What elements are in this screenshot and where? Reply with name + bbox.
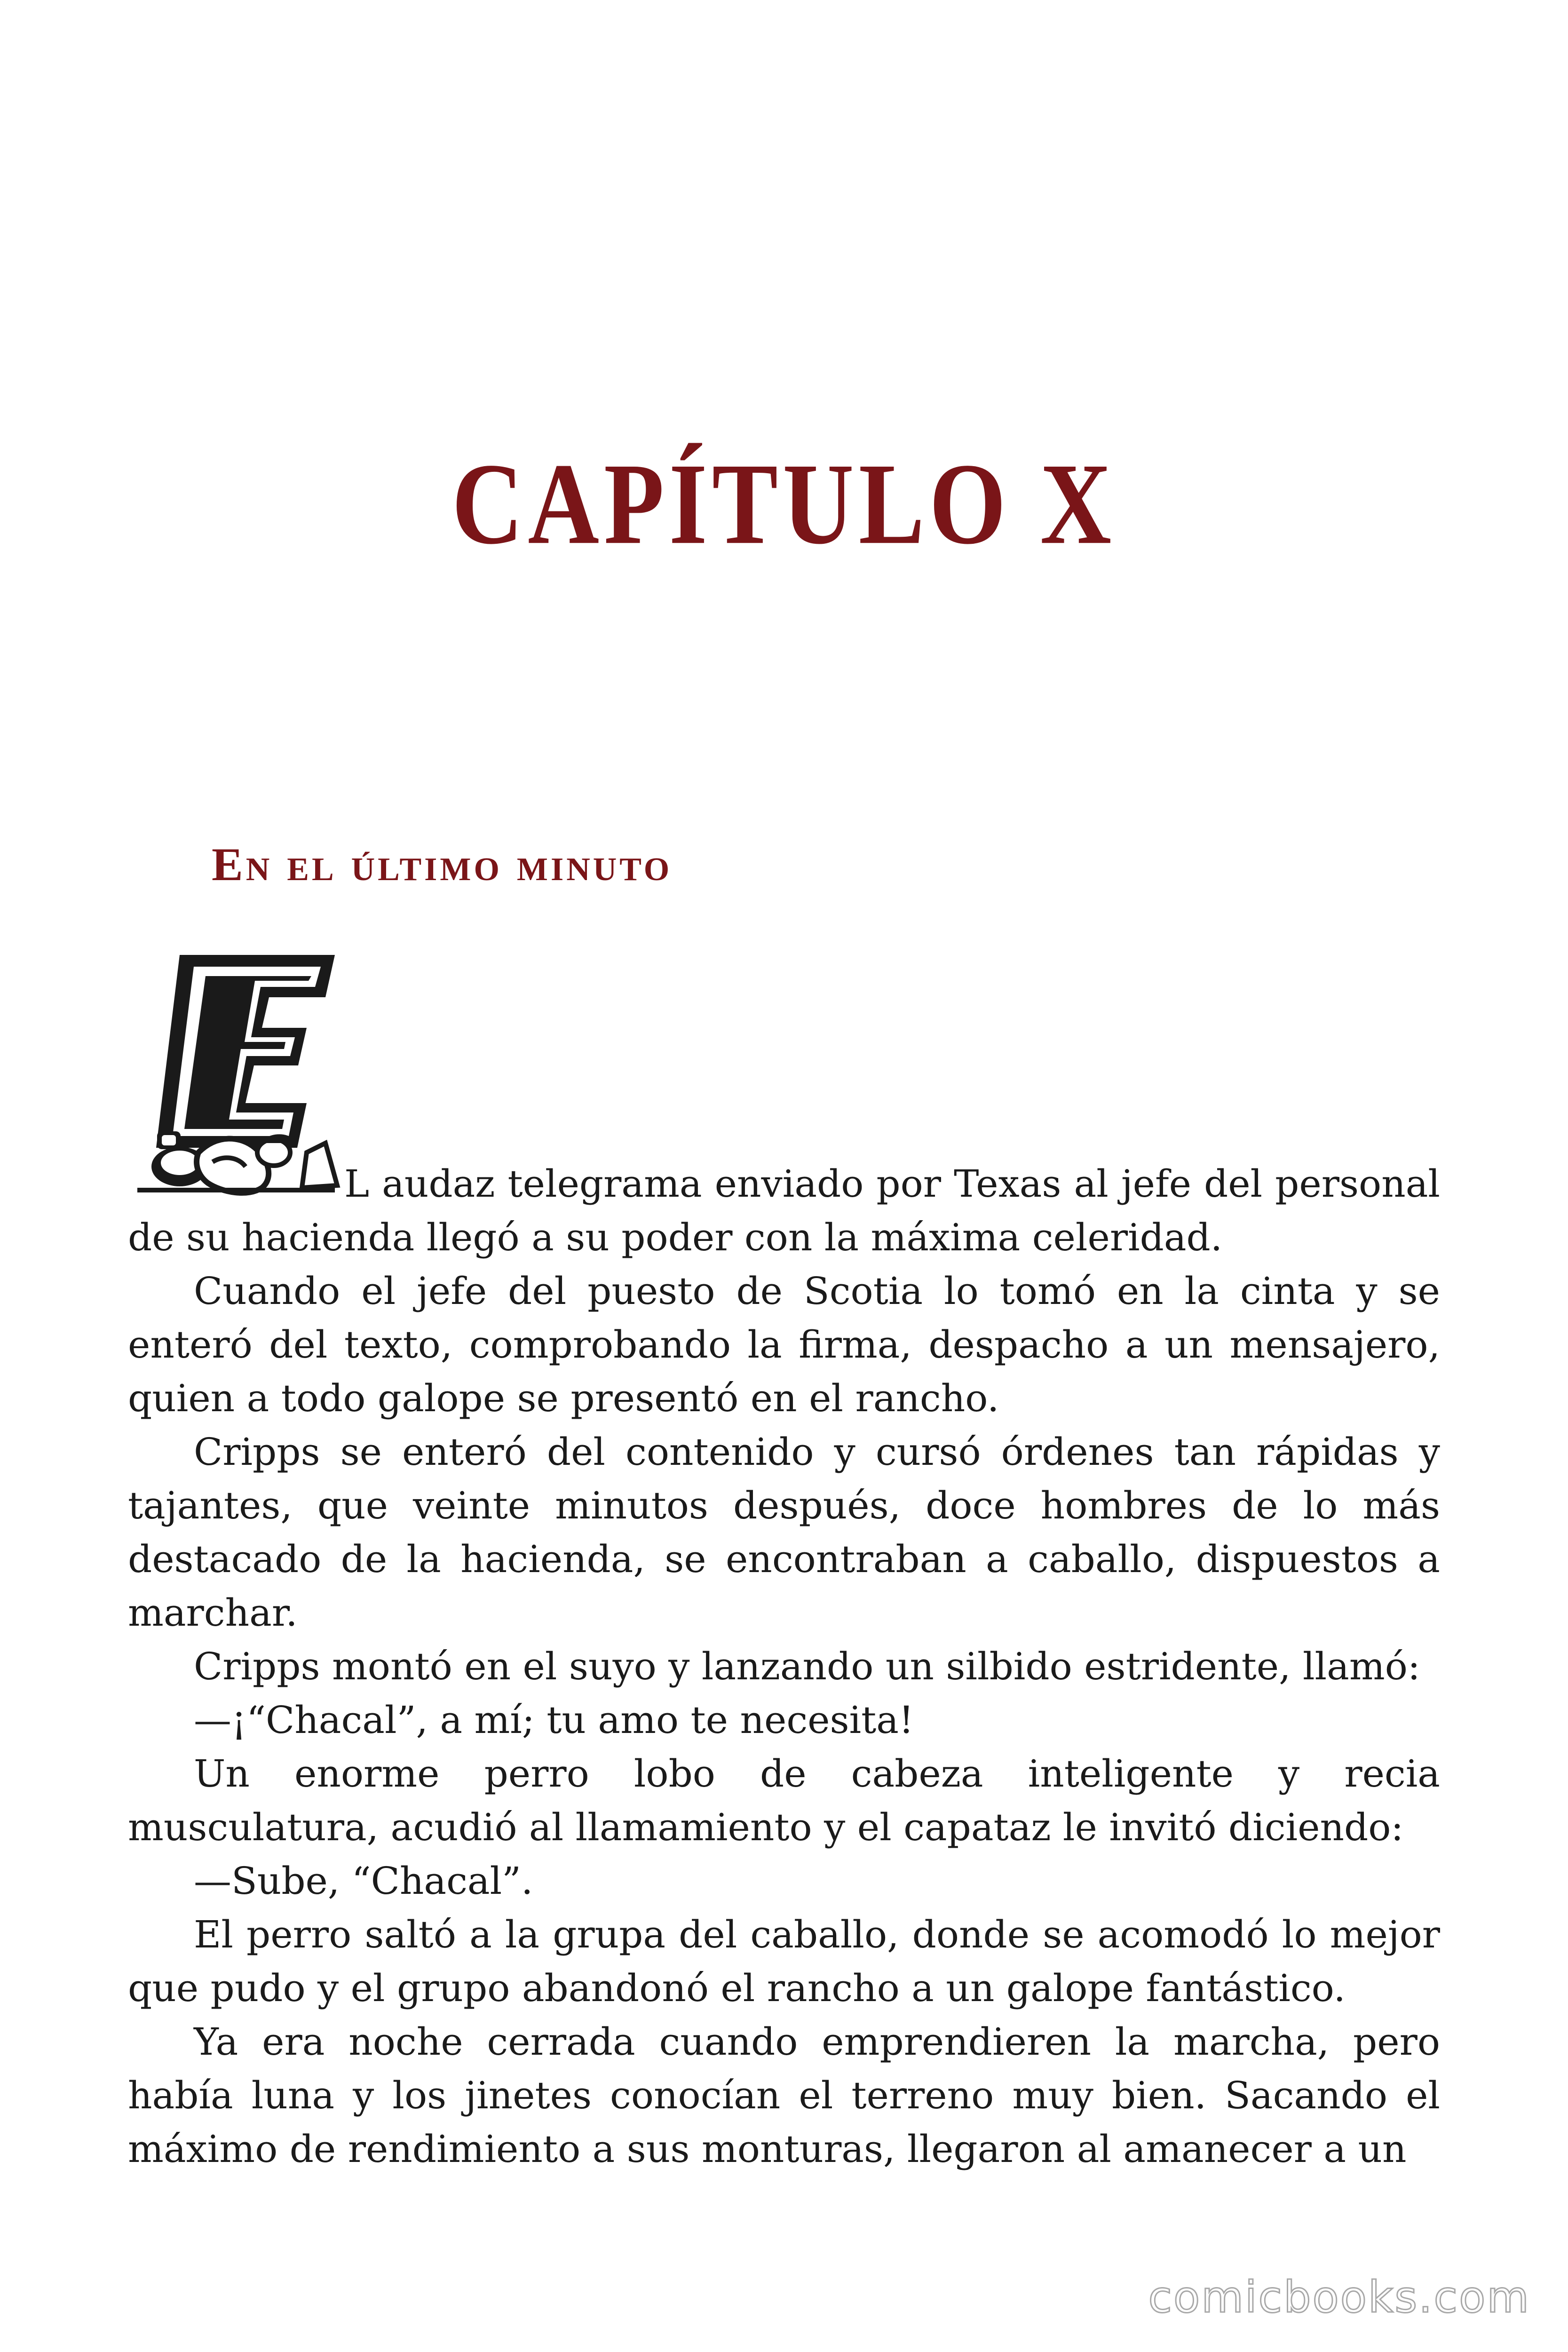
paragraph: El perro saltó a la grupa del caballo, donde se acomodó lo mejor que pudo y el grupo abandonó el rancho a un galope fantástico. [128,1913,1440,2010]
section-title: En el último minuto [212,838,673,890]
paragraph: Cuando el jefe del puesto de Scotia lo tomó en la cinta y se enteró del texto, comprobando la firma, despacho a un mensajero, quien a todo galope se presentó en el rancho. [128,1269,1440,1420]
body-text [128,1157,1440,2176]
watermark: comicbooks.com [1148,2272,1530,2322]
paragraph: —Sube, “Chacal”. [194,1859,533,1903]
drop-cap-letter [156,955,335,1148]
paragraph: L audaz telegrama enviado por Texas al jefe del personal de su hacienda llegó a su poder con la máxima celeridad. [128,1162,1440,1259]
paragraph: —¡“Chacal”, a mí; tu amo te necesita! [194,1698,914,1742]
paragraph: Cripps montó en el suyo y lanzando un silbido estridente, llamó: [194,1645,1420,1688]
chapter-title: CAPÍTULO X [451,439,1117,569]
paragraph: Ya era noche cerrada cuando emprendieren la marcha, pero había luna y los jinetes conocían el terreno muy bien. Sacando el máximo de rendimiento a sus monturas, llegaron al amanecer a un [128,2020,1440,2171]
paragraph: Cripps se enteró del contenido y cursó órdenes tan rápidas y tajantes, que veinte minutos después, doce hombres de lo más destacado de la hacienda, se encontraban a caballo, dispuestos a marchar. [128,1430,1440,1635]
paragraph: Un enorme perro lobo de cabeza inteligente y recia musculatura, acudió al llamamiento y el capataz le invitó diciendo: [128,1752,1440,1849]
